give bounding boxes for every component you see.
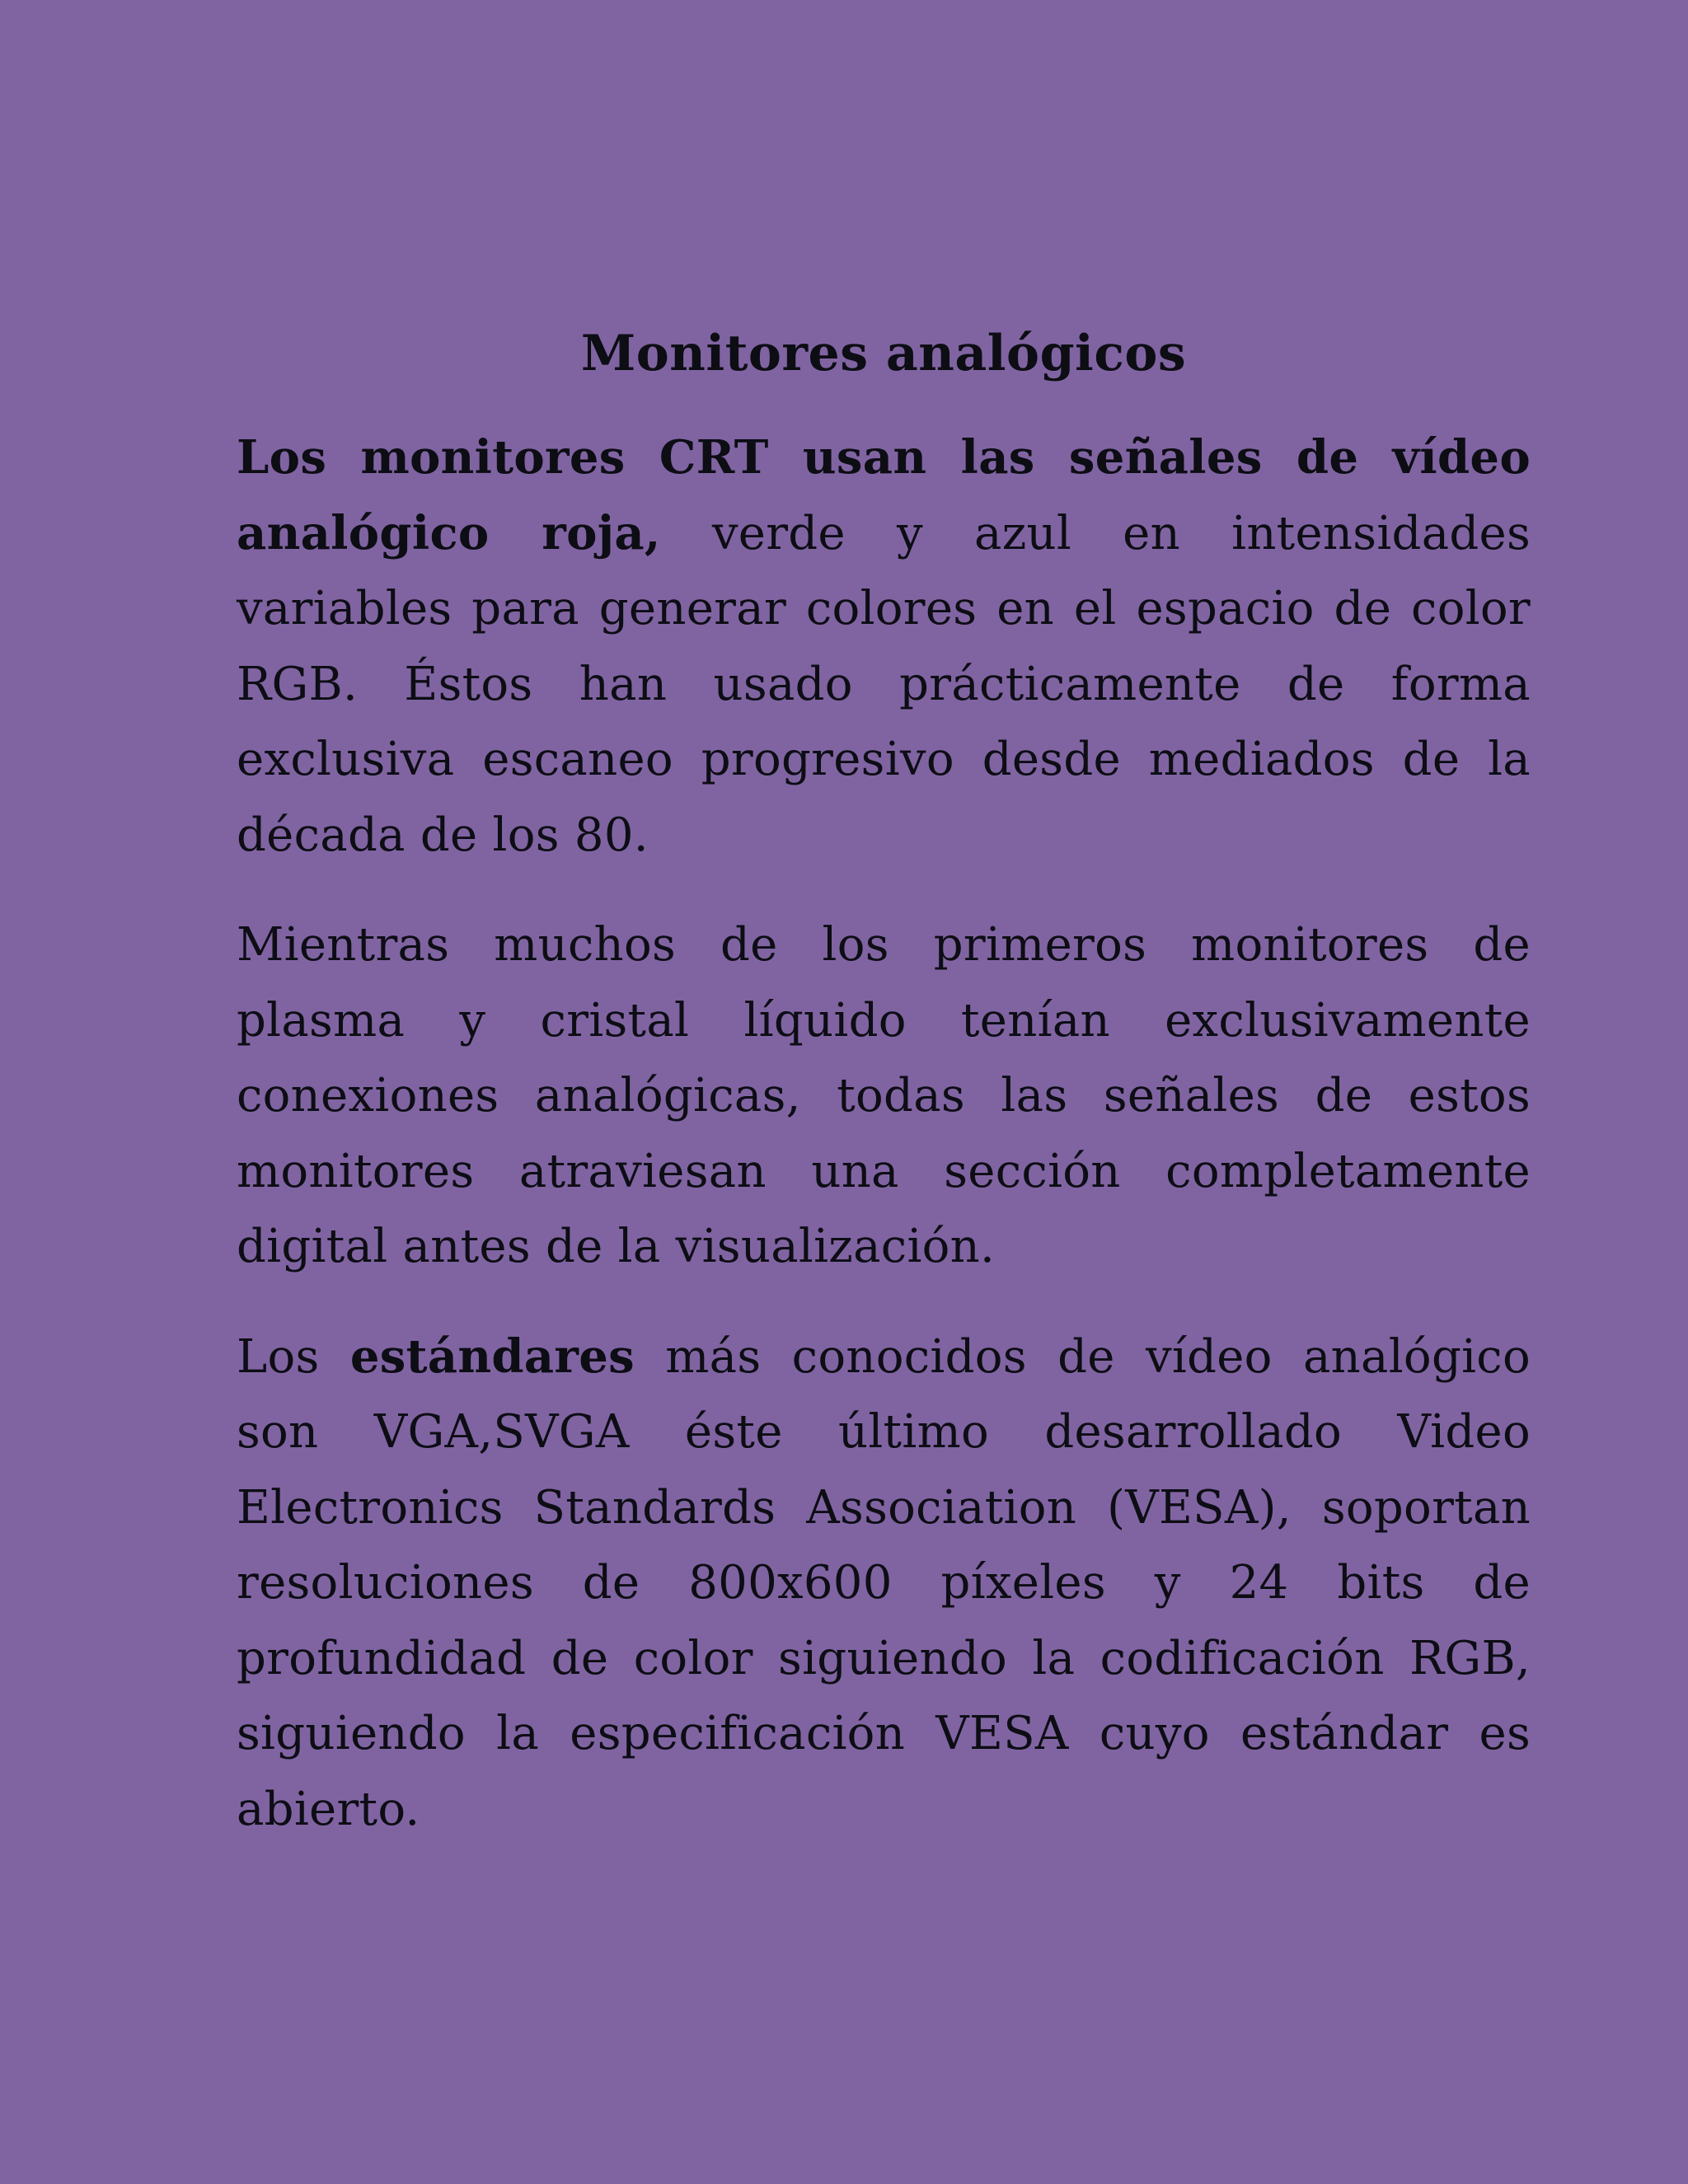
paragraph-standards-lead: Los <box>237 1329 350 1384</box>
paragraph-crt-text: verde y azul en intensidades variables para generar colores en el espacio de color RGB. Éstos han usado prácticamente de forma exclusiva escaneo progresivo desde mediados de la década de los 80. <box>237 506 1531 862</box>
document-title: Monitores analógicos <box>580 325 1187 382</box>
paragraph-plasma-lcd-text: Mientras muchos de los primeros monitores de plasma y cristal líquido tenían exclusivamente conexiones analógicas, todas las señales de estos monitores atraviesan una sección completamente digital antes de la visualización. <box>237 918 1531 1273</box>
paragraph-standards <box>237 1319 1531 1848</box>
paragraph-crt <box>237 420 1531 873</box>
paragraph-standards-text: más conocidos de vídeo analógico son VGA,SVGA éste último desarrollado Video Electronics Standards Association (VESA), soportan resoluciones de 800x600 píxeles y 24 bits de profundidad de color siguiendo la codificación RGB, siguiendo la especificación VESA cuyo estándar es abierto. <box>237 1329 1531 1836</box>
paragraph-plasma-lcd <box>237 907 1531 1285</box>
paragraph-crt-bold-lead: Los monitores CRT usan las señales de vídeo analógico roja, <box>237 430 1531 560</box>
paragraph-standards-bold-word: estándares <box>349 1329 635 1384</box>
document-page <box>237 320 1531 1882</box>
